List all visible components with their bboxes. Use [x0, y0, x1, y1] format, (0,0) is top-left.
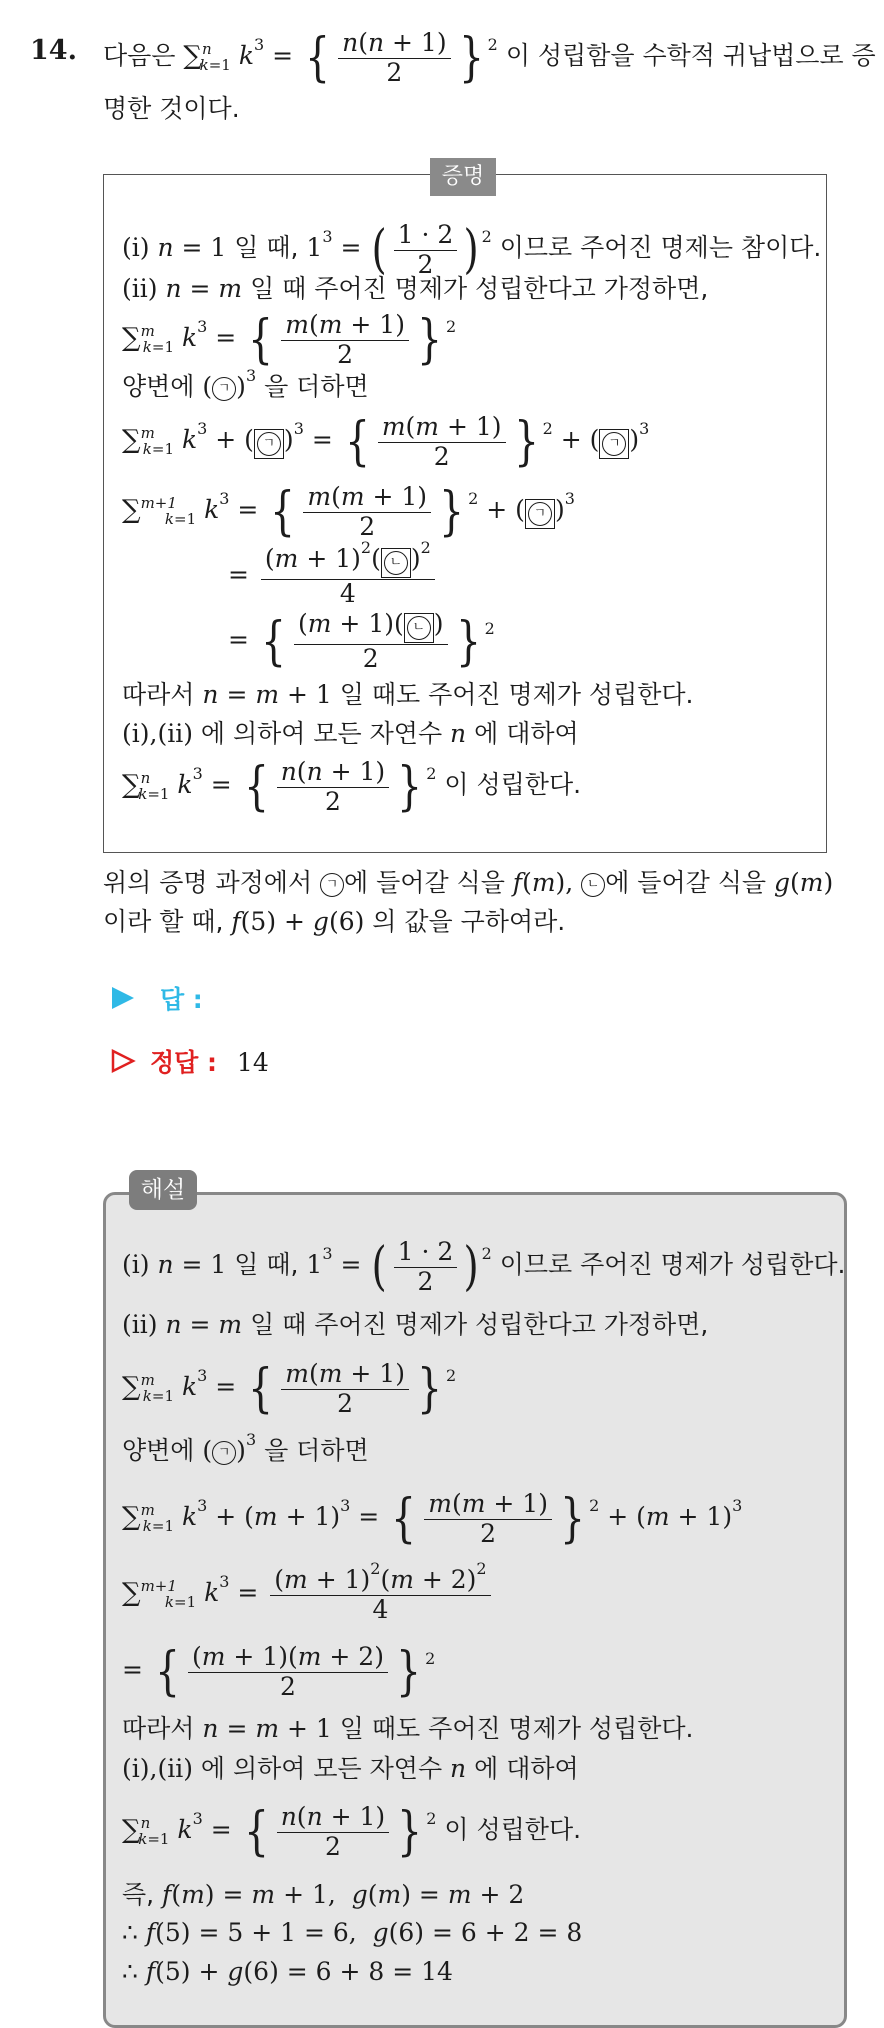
solution-line-4: 양변에 ( ㄱ )$^3$ 을 더하면	[122, 1430, 369, 1465]
proof-line-8: = { $\frac{\text{(m + 1)( ㄴ )}}{2}$ } $^2$	[228, 609, 495, 673]
proof-line-11: ∑$^n_{k=1}$ $k^3$ = { $\frac{n(n + 1)}{2}$ } $^2$ 이 성립한다.	[122, 756, 582, 817]
solution-tag: 해설	[129, 1170, 197, 1210]
proof-line-7: = $\frac{(m + 1)^2( ㄴ )^2}{4}$	[228, 545, 439, 605]
proof-tag: 증명	[430, 158, 496, 196]
problem-statement: 다음은 ∑$^n_{k=1}$ $k^3$ = { $\frac{n(n + 1)}{2}$ } $^2$ 이 성립함을 수학적 귀납법으로 증	[103, 27, 876, 88]
solution-line-13: ∴ f(5) + g(6) = 6 + 8 = 14	[122, 1957, 453, 1986]
solution-line-2: (ii) n = m 일 때 주어진 명제가 성립한다고 가정하면,	[122, 1310, 709, 1339]
solution-line-11: 즉, f(m) = m + 1, g(m) = m + 2	[122, 1880, 525, 1909]
solution-line-6: ∑$^{m+1}_{k=1}$ $k^3$ = $\frac{(m + 1)^2(m + 2)^2}{4}$	[122, 1563, 495, 1623]
solution-line-12: ∴ f(5) = 5 + 1 = 6, g(6) = 6 + 2 = 8	[122, 1918, 583, 1947]
problem-number: 14.	[30, 35, 77, 66]
solution-line-7: = { $\frac{(m + 1)(m + 2)}{2}$ } $^2$	[122, 1641, 436, 1702]
proof-line-5: ∑$^m_{k=1}$ $k^3$ + ( ㄱ )$^3$ = { $\frac{m(m + 1)}{2}$ } $^2$ + ( ㄱ )$^3$	[122, 411, 650, 472]
circle-symbol-1: ㄱ	[212, 377, 236, 401]
proof-line-4: 양변에 ( ㄱ )$^3$ 을 더하면	[122, 366, 369, 401]
proof-line-10: (i),(ii) 에 의하여 모든 자연수 n 에 대하여	[122, 719, 579, 748]
play-arrow-icon	[110, 985, 136, 1011]
correct-answer-label: 정답 :	[149, 1048, 217, 1077]
solution-line-8: 따라서 n = m + 1 일 때도 주어진 명제가 성립한다.	[122, 1714, 694, 1743]
outline-arrow-icon	[110, 1048, 136, 1074]
question-line-2: 이라 할 때, f(5) + g(6) 의 값을 구하여라.	[103, 907, 566, 936]
proof-line-9: 따라서 n = m + 1 일 때도 주어진 명제가 성립한다.	[122, 680, 694, 709]
solution-line-10: ∑$^n_{k=1}$ $k^3$ = { $\frac{n(n + 1)}{2}$ } $^2$ 이 성립한다.	[122, 1801, 582, 1862]
solution-line-3: ∑$^m_{k=1}$ $k^3$ = { $\frac{m(m + 1)}{2}$ } $^2$	[122, 1358, 457, 1419]
question-line-1: 위의 증명 과정에서 ㄱ 에 들어갈 식을 f(m), ㄴ 에 들어갈 식을 g(m)	[103, 868, 834, 897]
proof-line-6: ∑$^{m+1}_{k=1}$ $k^3$ = { $\frac{m(m + 1)}{2}$ } $^2$ + ( ㄱ )$^3$	[122, 481, 575, 542]
correct-answer-row	[110, 1046, 269, 1080]
problem-statement-line2: 명한 것이다.	[103, 94, 240, 123]
proof-line-1: (i) n = 1 일 때, $1^3$ = ( $\frac{1 \cdot 2}{2}$ ) $^2$ 이므로 주어진 명제는 참이다.	[122, 219, 822, 280]
solution-line-9: (i),(ii) 에 의하여 모든 자연수 n 에 대하여	[122, 1754, 579, 1783]
answer-row	[110, 983, 203, 1017]
correct-answer-value: 14	[236, 1048, 269, 1077]
solution-line-1: (i) n = 1 일 때, $1^3$ = ( $\frac{1 \cdot 2}{2}$ ) $^2$ 이므로 주어진 명제가 성립한다.	[122, 1236, 846, 1297]
proof-line-3: ∑$^m_{k=1}$ $k^3$ = { $\frac{m(m + 1)}{2}$ } $^2$	[122, 309, 457, 370]
proof-line-2: (ii) n = m 일 때 주어진 명제가 성립한다고 가정하면,	[122, 274, 709, 303]
answer-label: 답 :	[159, 985, 203, 1014]
solution-line-5: ∑$^m_{k=1}$ $k^3 + (m + 1)^3$ = { $\frac{m(m + 1)}{2}$ } $^2 + (m + 1)^3$	[122, 1488, 743, 1549]
